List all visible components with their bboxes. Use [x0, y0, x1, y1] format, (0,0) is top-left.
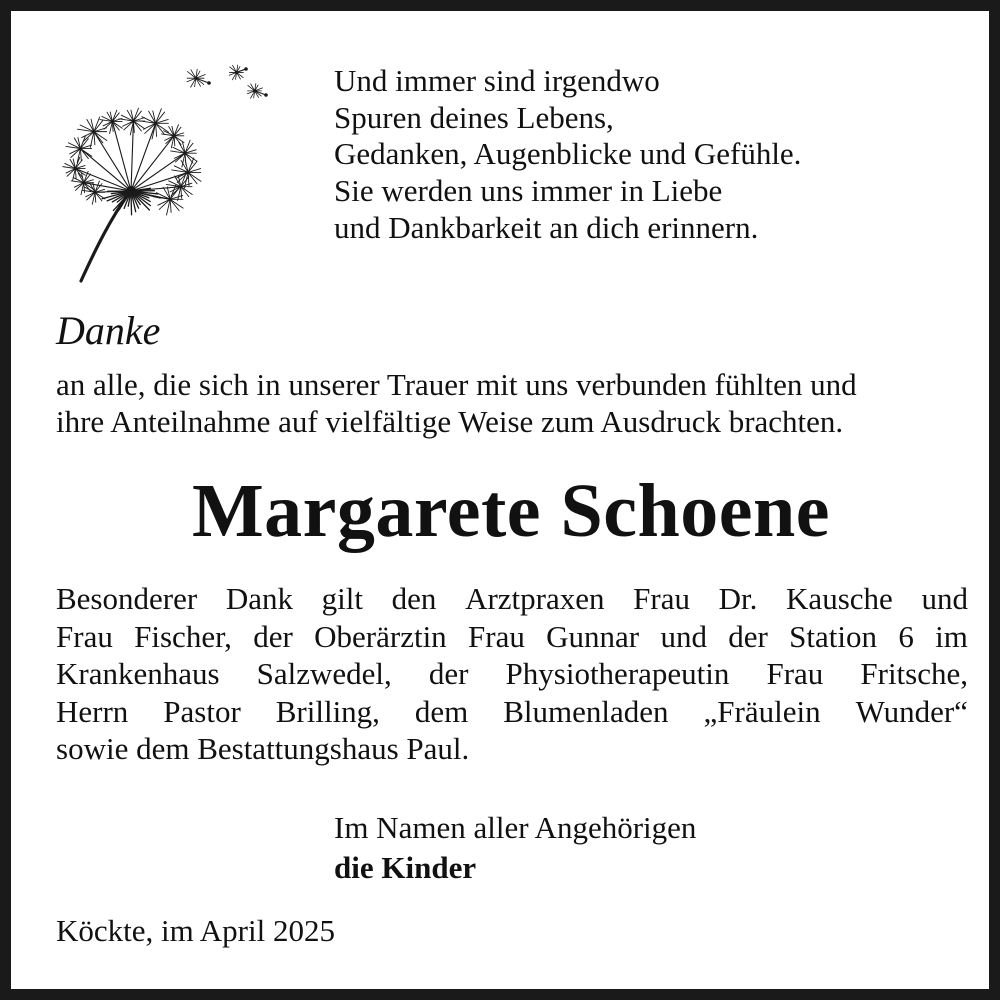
- poem-line: Sie werden uns immer in Liebe: [334, 173, 723, 209]
- poem-line: Spuren deines Lebens,: [334, 99, 614, 135]
- signature-signer: die Kinder: [334, 850, 477, 885]
- signature-line: Im Namen aller Angehörigen: [334, 810, 697, 845]
- dandelion-icon: [61, 43, 291, 288]
- word: Frau: [468, 618, 525, 654]
- poem-line: und Dankbarkeit an dich erinnern.: [334, 209, 759, 245]
- word: Oberärztin: [314, 618, 447, 654]
- deceased-name: Margarete Schoene: [191, 469, 831, 553]
- word: Dank: [225, 581, 293, 616]
- word: Brilling,: [275, 693, 380, 729]
- word: dem: [414, 693, 469, 729]
- thanks-line: ihre Anteilnahme auf vielfältige Weise zum Ausdruck brachten.: [56, 404, 844, 439]
- word: Herrn: [56, 693, 129, 729]
- word: den: [391, 581, 437, 616]
- place-date: Köckte, im April 2025: [56, 913, 335, 948]
- word: Pastor: [163, 693, 241, 729]
- signature: [334, 808, 696, 888]
- special-thanks-line: [56, 618, 968, 656]
- special-thanks-line: [56, 655, 968, 693]
- word: gilt: [321, 581, 363, 616]
- word: Krankenhaus: [56, 656, 220, 691]
- word: im: [935, 618, 968, 654]
- poem: [334, 63, 974, 246]
- word: Frau: [633, 581, 690, 616]
- word: Salzwedel,: [256, 656, 392, 691]
- special-thanks-line: [56, 693, 968, 731]
- word: 6: [898, 618, 914, 654]
- word: Wunder“: [855, 693, 968, 729]
- word: Fischer,: [134, 618, 232, 654]
- word: Gunnar: [546, 618, 640, 654]
- special-thanks: [56, 580, 968, 768]
- word: Physiotherapeutin: [505, 656, 730, 691]
- word: der: [728, 618, 768, 654]
- word: und: [921, 581, 968, 616]
- word: und: [660, 618, 707, 654]
- word: Dr.: [718, 581, 758, 616]
- special-thanks-line: [56, 580, 968, 618]
- word: Besonderer: [56, 581, 198, 616]
- poem-line: Gedanken, Augenblicke und Gefühle.: [334, 136, 802, 172]
- danke-heading: Danke: [56, 308, 161, 353]
- word: der: [253, 618, 293, 654]
- word: „Fräulein: [703, 693, 821, 729]
- word: der: [428, 656, 469, 691]
- word: Fritsche,: [860, 656, 968, 691]
- thanks-line: an alle, die sich in unserer Trauer mit uns verbunden fühlten und: [56, 367, 857, 402]
- thanks-text: [56, 366, 971, 440]
- word: Blumenladen: [503, 693, 669, 729]
- special-thanks-line: sowie dem Bestattungshaus Paul.: [56, 731, 470, 766]
- word: Station: [789, 618, 877, 654]
- word: Arztpraxen: [465, 581, 605, 616]
- word: Frau: [766, 656, 824, 691]
- poem-line: Und immer sind irgendwo: [334, 63, 660, 98]
- word: Frau: [56, 618, 113, 654]
- word: Kausche: [786, 581, 893, 616]
